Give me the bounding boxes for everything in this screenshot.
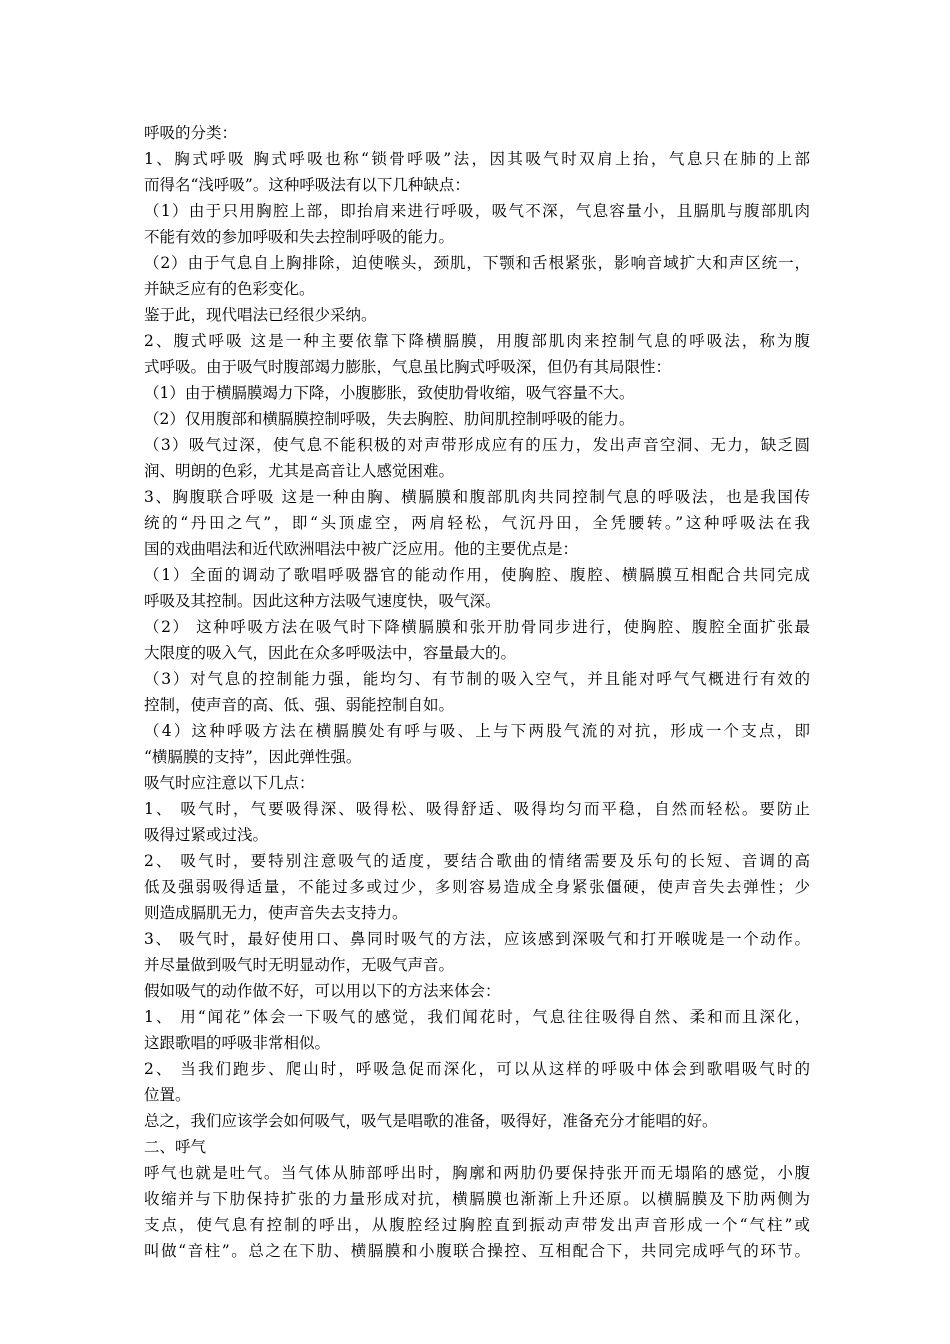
text-line: 呼吸的分类： [144, 124, 238, 142]
text-line: 叫做“音柱”。总之在下肋、横膈膜和小腹联合操控、互相配合下，共同完成呼气的环节。 [144, 1242, 810, 1260]
text-line: 不能有效的参加呼吸和失去控制呼吸的能力。 [144, 228, 455, 246]
text-line: （3）对气息的控制能力强，能均匀、有节制的吸入空气，并且能对呼气气概进行有效的 [144, 670, 810, 688]
text-line: 并尽量做到吸气时无明显动作，无吸气声音。 [144, 956, 455, 974]
text-line: 润、明朗的色彩，尤其是高音让人感觉困难。 [144, 462, 455, 480]
text-line: 1、 吸气时，气要吸得深、吸得松、吸得舒适、吸得均匀而平稳，自然而轻松。要防止 [144, 800, 810, 818]
text-line: 这跟歌唱的呼吸非常相似。 [144, 1034, 331, 1052]
text-line: 3、胸腹联合呼吸 这是一种由胸、横膈膜和腹部肌肉共同控制气息的呼吸法，也是我国传 [144, 488, 810, 506]
text-line: 大限度的吸入气，因此在众多呼吸法中，容量最大的。 [144, 644, 517, 662]
text-line: 国的戏曲唱法和近代欧洲唱法中被广泛应用。他的主要优点是： [144, 540, 579, 558]
text-line: （4）这种呼吸方法在横膈膜处有呼与吸、上与下两股气流的对抗，形成一个支点，即 [144, 722, 810, 740]
text-line: 式呼吸。由于吸气时腹部竭力膨胀，气息虽比胸式呼吸深，但仍有其局限性： [144, 358, 672, 376]
text-line: 2、 吸气时，要特别注意吸气的适度，要结合歌曲的情绪需要及乐句的长短、音调的高 [144, 852, 810, 870]
text-line: 吸得过紧或过浅。 [144, 826, 269, 844]
text-line: 收缩并与下肋保持扩张的力量形成对抗，横膈膜也渐渐上升还原。以横膈膜及下肋两侧为 [144, 1190, 810, 1208]
text-line: （3）吸气过深，使气息不能积极的对声带形成应有的压力，发出声音空洞、无力，缺乏圆 [144, 436, 810, 454]
text-line: （1）由于横膈膜竭力下降，小腹膨胀，致使肋骨收缩，吸气容量不大。 [144, 384, 635, 402]
text-line: （2）由于气息自上胸排除，迫使喉头，颈肌，下颚和舌根紧张，影响音域扩大和声区统一， [144, 254, 810, 272]
text-line: （2） 这种呼吸方法在吸气时下降横膈膜和张开肋骨同步进行，使胸腔、腹腔全面扩张最 [144, 618, 810, 636]
text-line: 1、 用“闻花”体会一下吸气的感觉，我们闻花时，气息往往吸得自然、柔和而且深化， [144, 1008, 810, 1026]
text-line: 而得名“浅呼吸”。这种呼吸法有以下几种缺点： [144, 176, 470, 194]
text-line: 位置。 [144, 1086, 191, 1104]
text-line: 吸气时应注意以下几点： [144, 774, 315, 792]
text-line: （1）由于只用胸腔上部，即抬肩来进行呼吸，吸气不深，气息容量小，且膈肌与腹部肌肉 [144, 202, 810, 220]
text-line: 假如吸气的动作做不好，可以用以下的方法来体会： [144, 982, 501, 1000]
text-line: 控制，使声音的高、低、强、弱能控制自如。 [144, 696, 455, 714]
text-line: 支点，使气息有控制的呼出，从腹腔经过胸腔直到振动声带发出声音形成一个“气柱”或 [144, 1216, 810, 1234]
text-line: 总之，我们应该学会如何吸气，吸气是唱歌的准备，吸得好，准备充分才能唱的好。 [144, 1112, 718, 1130]
document-page [144, 120, 810, 1264]
text-line: “横膈膜的支持”，因此弹性强。 [144, 748, 362, 766]
text-line: 3、 吸气时，最好使用口、鼻同时吸气的方法，应该感到深吸气和打开喉咙是一个动作。 [144, 930, 810, 948]
text-line: 并缺乏应有的色彩变化。 [144, 280, 315, 298]
text-line: 鉴于此，现代唱法已经很少采纳。 [144, 306, 377, 324]
text-line: 2、腹式呼吸 这是一种主要依靠下降横膈膜，用腹部肌肉来控制气息的呼吸法，称为腹 [144, 332, 810, 350]
text-line: 1、胸式呼吸 胸式呼吸也称“锁骨呼吸”法，因其吸气时双肩上抬，气息只在肺的上部 [144, 150, 810, 168]
text-line: 则造成膈肌无力，使声音失去支持力。 [144, 904, 408, 922]
text-line: 二、呼气 [144, 1138, 207, 1156]
text-line: （1）全面的调动了歌唱呼吸器官的能动作用，使胸腔、腹腔、横膈膜互相配合共同完成 [144, 566, 810, 584]
text-line: 统的“丹田之气”，即“头顶虚空，两肩轻松，气沉丹田，全凭腰转。”这种呼吸法在我 [144, 514, 810, 532]
text-line: 2、 当我们跑步、爬山时，呼吸急促而深化，可以从这样的呼吸中体会到歌唱吸气时的 [144, 1060, 810, 1078]
text-line: 呼吸及其控制。因此这种方法吸气速度快，吸气深。 [144, 592, 501, 610]
text-line: 呼气也就是吐气。当气体从肺部呼出时，胸廓和两肋仍要保持张开而无塌陷的感觉，小腹 [144, 1164, 810, 1182]
text-line: 低及强弱吸得适量，不能过多或过少，多则容易造成全身紧张僵硬，使声音失去弹性；少 [144, 878, 810, 896]
text-line: （2）仅用腹部和横膈膜控制呼吸，失去胸腔、肋间肌控制呼吸的能力。 [144, 410, 635, 428]
